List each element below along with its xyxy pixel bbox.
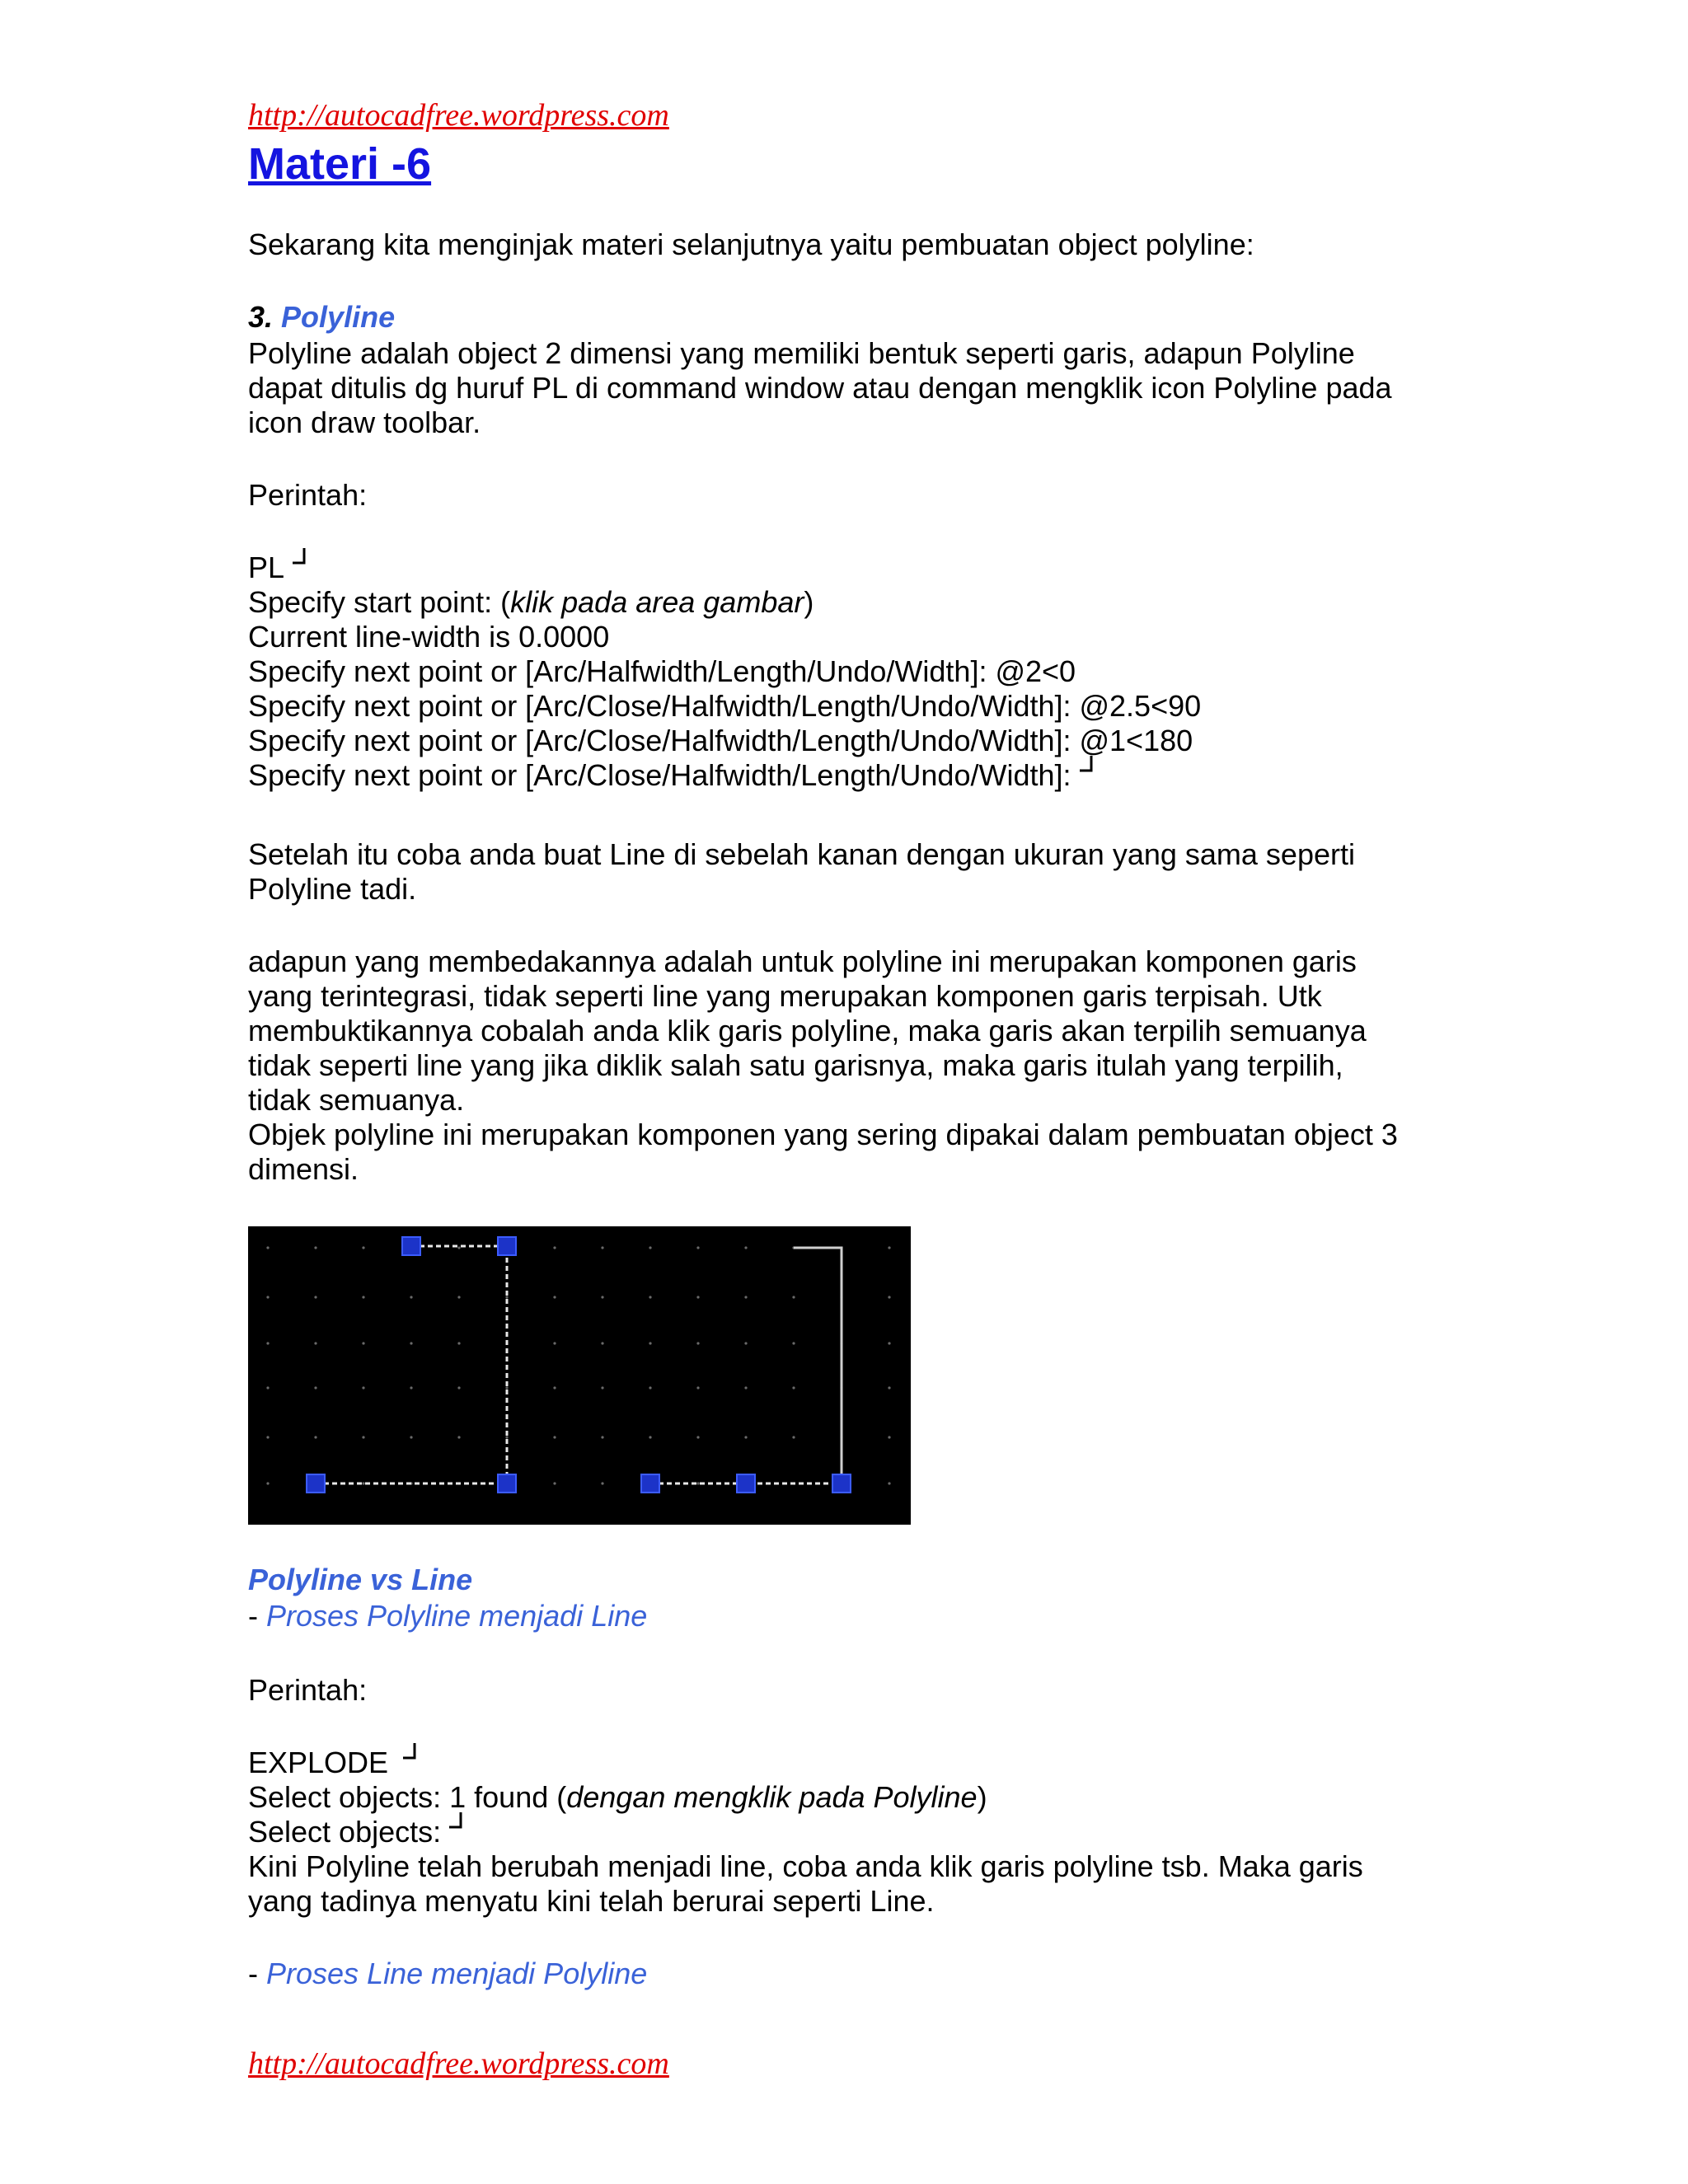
grid-dot <box>792 1436 795 1438</box>
dash: - <box>248 1599 266 1633</box>
grid-dot <box>410 1296 412 1298</box>
vs-sub-1-text: Proses Polyline menjadi Line <box>266 1599 648 1633</box>
grid-dot <box>457 1436 460 1438</box>
grid-dot <box>888 1436 890 1438</box>
grid-dot <box>362 1296 364 1298</box>
vs-sub-1 <box>248 1599 647 1633</box>
section-heading-polyline <box>248 300 395 335</box>
grid-dot <box>792 1342 795 1344</box>
cmd-explode-text: EXPLODE <box>248 1746 389 1779</box>
grid-dot <box>266 1342 269 1344</box>
grid-dot <box>696 1342 699 1344</box>
grid-dot <box>505 1386 508 1389</box>
explain-line-4: tidak seperti line yang jika diklik salah satu garisnya, maka garis itulah yang terpilih, <box>248 1048 1343 1082</box>
grid-dot <box>649 1296 651 1298</box>
cmd-next-point-4-text: Specify next point or [Arc/Close/Halfwidth/Length/Undo/Width]: <box>248 758 1071 792</box>
grip-handle-icon <box>641 1474 659 1493</box>
explain-line-7: dimensi. <box>248 1152 359 1186</box>
explain-line-3: membuktikannya cobalah anda klik garis polyline, maka garis akan terpilih semuanya <box>248 1014 1367 1047</box>
section-number: 3. <box>248 300 274 334</box>
grid-dot <box>457 1246 460 1249</box>
grid-dot <box>649 1436 651 1438</box>
grid-dot <box>410 1436 412 1438</box>
polyline-vs-line-drawing <box>248 1226 911 1525</box>
cmd-line-width: Current line-width is 0.0000 <box>248 620 610 654</box>
perintah-label-2: Perintah: <box>248 1673 368 1707</box>
cmd-pl <box>248 551 307 585</box>
enter-key-icon <box>446 1812 464 1830</box>
page-title: Materi -6 <box>248 139 432 189</box>
vs-sub-2-text: Proses Line menjadi Polyline <box>266 1957 648 1990</box>
grid-dot <box>362 1436 364 1438</box>
grid-dot <box>744 1386 747 1389</box>
grid-dot <box>792 1386 795 1389</box>
cmd-start-suffix: ) <box>804 585 814 619</box>
grid-dot <box>266 1436 269 1438</box>
grid-dot <box>553 1482 556 1484</box>
explain-line-1: adapun yang membedakannya adalah untuk polyline ini merupakan komponen garis <box>248 944 1357 978</box>
cmd-next-point-3: Specify next point or [Arc/Close/Halfwidth/Length/Undo/Width]: @1<180 <box>248 724 1193 757</box>
cmd-select-1 <box>248 1780 987 1815</box>
cmd-next-point-1: Specify next point or [Arc/Halfwidth/Length/Undo/Width]: @2<0 <box>248 654 1076 688</box>
grid-dot <box>601 1482 603 1484</box>
cmd-explode <box>248 1746 418 1780</box>
grid-dot <box>266 1296 269 1298</box>
perintah-label-1: Perintah: <box>248 478 368 512</box>
grid-dot <box>696 1386 699 1389</box>
explain-line-2: yang terintegrasi, tidak seperti line yang merupakan komponen garis terpisah. Utk <box>248 979 1322 1013</box>
grid-dot <box>601 1296 603 1298</box>
grid-dot <box>744 1342 747 1344</box>
grid-dot <box>457 1296 460 1298</box>
grid-dot <box>696 1436 699 1438</box>
grid-dot <box>314 1436 316 1438</box>
polyline-desc-line-2: dapat ditulis dg huruf PL di command window atau dengan mengklik icon Polyline pada <box>248 371 1392 405</box>
grid-dot <box>888 1342 890 1344</box>
cmd-start-italic: klik pada area gambar <box>510 585 804 619</box>
grid-dot <box>696 1246 699 1249</box>
grid-dot <box>457 1386 460 1389</box>
polyline-desc-line-3: icon draw toolbar. <box>248 405 481 439</box>
result-line-2: yang tadinya menyatu kini telah berurai seperti Line. <box>248 1884 935 1918</box>
cmd-start-prefix: Specify start point: ( <box>248 585 511 619</box>
grid-dot <box>362 1482 364 1484</box>
grid-dot <box>314 1342 316 1344</box>
grid-dot <box>362 1246 364 1249</box>
section-heading-text: Polyline <box>281 300 396 334</box>
cmd-pl-text: PL <box>248 551 285 584</box>
vs-heading: Polyline vs Line <box>248 1563 473 1596</box>
grid-dot <box>266 1482 269 1484</box>
enter-key-icon <box>1076 756 1095 774</box>
after-line-2: Polyline tadi. <box>248 872 417 906</box>
cmd-select-1-italic: dengan mengklik pada Polyline <box>566 1780 978 1814</box>
line-object-unselected <box>794 1248 842 1483</box>
grid-dot <box>601 1386 603 1389</box>
grid-dot <box>744 1296 747 1298</box>
autocad-screenshot <box>248 1226 911 1525</box>
grid-dot <box>362 1342 364 1344</box>
grid-dot <box>314 1246 316 1249</box>
grip-handle-icon <box>498 1237 516 1255</box>
polyline-object-selected <box>316 1246 507 1483</box>
grip-handle-icon <box>307 1474 325 1493</box>
enter-key-icon <box>400 1743 418 1761</box>
grid-dot <box>410 1342 412 1344</box>
cmd-select-1-suffix: ) <box>977 1780 987 1814</box>
grid-dot <box>744 1246 747 1249</box>
grid-dot <box>505 1436 508 1438</box>
cmd-select-2 <box>248 1815 464 1849</box>
grid-dot <box>410 1386 412 1389</box>
explain-line-5: tidak semuanya. <box>248 1083 465 1117</box>
cmd-next-point-4 <box>248 758 1095 793</box>
grid-dot <box>888 1482 890 1484</box>
grid-dot <box>553 1246 556 1249</box>
grid-dot <box>888 1386 890 1389</box>
vs-sub-2 <box>248 1957 647 1991</box>
dash: - <box>248 1957 266 1990</box>
grid-dot <box>649 1386 651 1389</box>
grid-dot <box>601 1342 603 1344</box>
grid-dot <box>888 1246 890 1249</box>
grip-handle-icon <box>737 1474 755 1493</box>
enter-key-icon <box>289 548 307 566</box>
header-url-link[interactable]: http://autocadfree.wordpress.com <box>248 98 669 133</box>
grid-dot <box>744 1436 747 1438</box>
cmd-start-point <box>248 585 814 620</box>
cmd-next-point-2: Specify next point or [Arc/Close/Halfwidth/Length/Undo/Width]: @2.5<90 <box>248 689 1202 723</box>
grid-dot <box>362 1386 364 1389</box>
cmd-select-2-text: Select objects: <box>248 1815 442 1849</box>
grid-dot <box>553 1386 556 1389</box>
grid-dot <box>696 1296 699 1298</box>
grid-dot <box>314 1296 316 1298</box>
grip-handle-icon <box>498 1474 516 1493</box>
grid-dot <box>505 1296 508 1298</box>
cmd-select-1-prefix: Select objects: 1 found ( <box>248 1780 567 1814</box>
grid-dot <box>553 1296 556 1298</box>
grid-dot <box>314 1386 316 1389</box>
grid-dot <box>601 1246 603 1249</box>
intro-paragraph: Sekarang kita menginjak materi selanjutnya yaitu pembuatan object polyline: <box>248 227 1254 261</box>
after-line-1: Setelah itu coba anda buat Line di sebelah kanan dengan ukuran yang sama seperti <box>248 837 1355 871</box>
grid-dot <box>792 1296 795 1298</box>
grid-dot <box>266 1246 269 1249</box>
grid-dot <box>649 1342 651 1344</box>
polyline-desc-line-1: Polyline adalah object 2 dimensi yang memiliki bentuk seperti garis, adapun Polyline <box>248 336 1355 370</box>
grid-dot <box>266 1386 269 1389</box>
grid-dot <box>457 1342 460 1344</box>
grip-handle-icon <box>402 1237 420 1255</box>
grid-dot <box>553 1436 556 1438</box>
explain-line-6: Objek polyline ini merupakan komponen yang sering dipakai dalam pembuatan object 3 <box>248 1118 1398 1151</box>
grid-dot <box>888 1296 890 1298</box>
grip-handle-icon <box>832 1474 851 1493</box>
grid-dot <box>553 1342 556 1344</box>
grid-dot <box>696 1482 699 1484</box>
result-line-1: Kini Polyline telah berubah menjadi line, coba anda klik garis polyline tsb. Maka garis <box>248 1849 1363 1883</box>
grid-dot <box>649 1246 651 1249</box>
footer-url-link[interactable]: http://autocadfree.wordpress.com <box>248 2046 669 2081</box>
grid-dot <box>601 1436 603 1438</box>
